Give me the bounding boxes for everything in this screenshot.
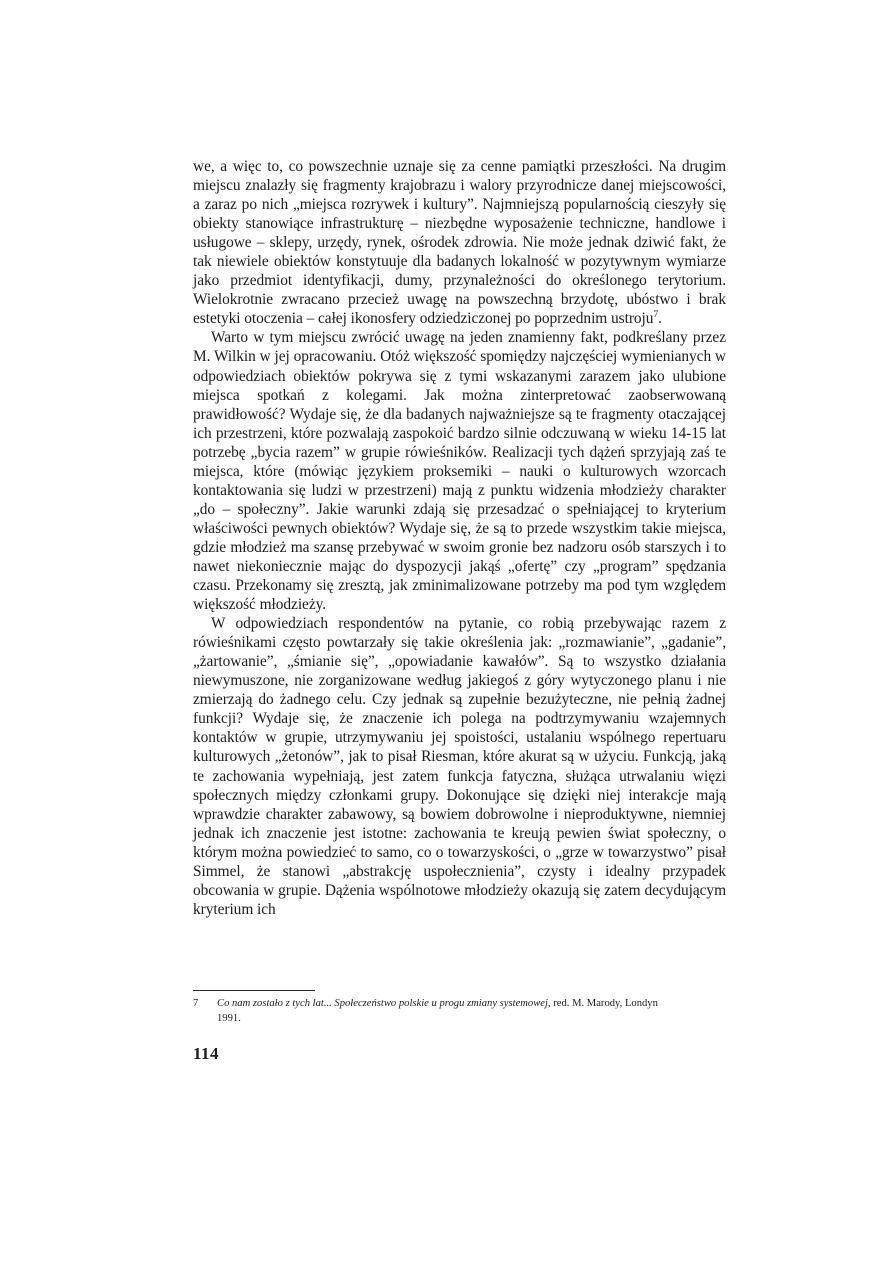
footnote-divider: [193, 990, 315, 991]
paragraph-1-text: we, a więc to, co powszechnie uznaje się za cenne pamiątki przeszłości. Na drugim miejscu znalazły się fragmenty krajobrazu i walory przyrodnicze danej miejscowości, a zaraz po nich „miejsca rozrywek i kultury”. Najmniejszą popularnością cieszyły się obiekty stanowiące infrastrukturę – niezbędne wyposażenie techniczne, handlowe i usługowe – sklepy, urzędy, rynek, ośrodek zdrowia. Nie może jednak dziwić fakt, że tak niewiele obiektów konstytuuje dla badanych lokalność w pozytywnym wymiarze jako przedmiot identyfikacji, dumy, przynależności do określonego terytorium. Wielokrotnie zwracano przecież uwagę na powszechną brzydotę, ubóstwo i brak estetyki otoczenia – całej ikonosfery odziedziczonej po poprzednim ustroju: [193, 158, 726, 328]
footnote-editor: red. M. Marody, Londyn: [553, 998, 658, 1009]
footnote-number: 7: [193, 998, 199, 1009]
footnote-title: Co nam zostało z tych lat... Społeczeństwo polskie u progu zmiany systemowej,: [217, 998, 551, 1009]
body-text: [193, 157, 726, 919]
footnote-body: [217, 998, 658, 1009]
paragraph-3: W odpowiedziach respondentów na pytanie, co robią przebywając razem z rówieśnikami często powtarzały się takie określenia jak: „rozmawianie”, „gadanie”, „żartowanie”, „śmianie się”, „opowiadanie kawałów”. Są to wszystko działania niewymuszone, nie zorganizowane według jakiegoś z góry wytyczonego planu i nie zmierzają do żadnego celu. Czy jednak są zupełnie bezużyteczne, nie pełnią żadnej funkcji? Wydaje się, że znaczenie ich polega na podtrzymywaniu wzajemnych kontaktów w grupie, utrzymywaniu jej spoistości, ustalaniu wspólnego repertuaru kulturowych „żetonów”, jak to pisał Riesman, które akurat są w użyciu. Funkcją, jaką te zachowania wypełniają, jest zatem funkcja fatyczna, służąca utrwalaniu więzi społecznych między członkami grupy. Dokonujące się dzięki niej interakcje mają wprawdzie charakter zabawowy, są bowiem dobrowolne i nieproduktywne, niemniej jednak ich znaczenie jest istotne: zachowania te kreują pewien świat społeczny, o którym można powiedzieć to samo, co o towarzyskości, o „grze w towarzystwo” pisał Simmel, że stanowi „abstrakcję uspołecznienia”, czysty i idealny przypadek obcowania w grupie. Dążenia wspólnotowe młodzieży okazują się zatem decydującym kryterium ich: [193, 615, 726, 918]
page-number: 114: [193, 1044, 220, 1063]
footnote: [193, 997, 726, 1026]
paragraph-2: Warto w tym miejscu zwrócić uwagę na jeden znamienny fakt, podkreślany przez M. Wilkin w jej opracowaniu. Otóż większość spomiędzy najczęściej wymienianych w odpowiedziach obiektów pokrywa się z tymi wskazanymi zarazem jako ulubione miejsca spotkań z kolegami. Jak można zinterpretować zaobserwowaną prawidłowość? Wydaje się, że dla badanych najważniejsze są te fragmenty otaczającej ich przestrzeni, które pozwalają zaspokoić bardzo silnie odczuwaną w wieku 14-15 lat potrzebę „bycia razem” w grupie rówieśników. Realizacji tych dążeń sprzyjają zaś te miejsca, które (mówiąc językiem proksemiki – nauki o kulturowych wzorcach kontaktowania się ludzi w przestrzeni) mają z punktu widzenia młodzieży charakter „do – społeczny”. Jakie warunki zdają się przesadzać o spełniającej to kryterium właściwości pewnych obiektów? Wydaje się, że są to przede wszystkim takie miejsca, gdzie młodzież ma szansę przebywać w swoim gronie bez nadzoru osób starszych i to nawet niekoniecznie mając do dyspozycji jakąś „ofertę” czy „program” spędzania czasu. Przekonamy się zresztą, jak zminimalizowane potrzeby ma pod tym względem większość młodzieży.: [193, 329, 726, 614]
footnote-reference: 7: [653, 310, 659, 321]
footnote-year: 1991.: [217, 1012, 241, 1024]
paragraph-1: we, a więc to, co powszechnie uznaje się za cenne pamiątki przeszłości. Na drugim miejscu znalazły się fragmenty krajobrazu i walory przyrodnicze danej miejscowości, a zaraz po nich „miejsca rozrywek i kultury”. Najmniejszą popularnością cieszyły się obiekty stanowiące infrastrukturę – niezbędne wyposażenie techniczne, handlowe i usługowe – sklepy, urzędy, rynek, ośrodek zdrowia. Nie może jednak dziwić fakt, że tak niewiele obiektów konstytuuje dla badanych lokalność w pozytywnym wymiarze jako przedmiot identyfikacji, dumy, przynależności do określonego terytorium. Wielokrotnie zwracano przecież uwagę na powszechną brzydotę, ubóstwo i brak estetyki otoczenia – całej ikonosfery odziedziczonej po poprzednim ustroju$^7$.: [193, 158, 726, 328]
